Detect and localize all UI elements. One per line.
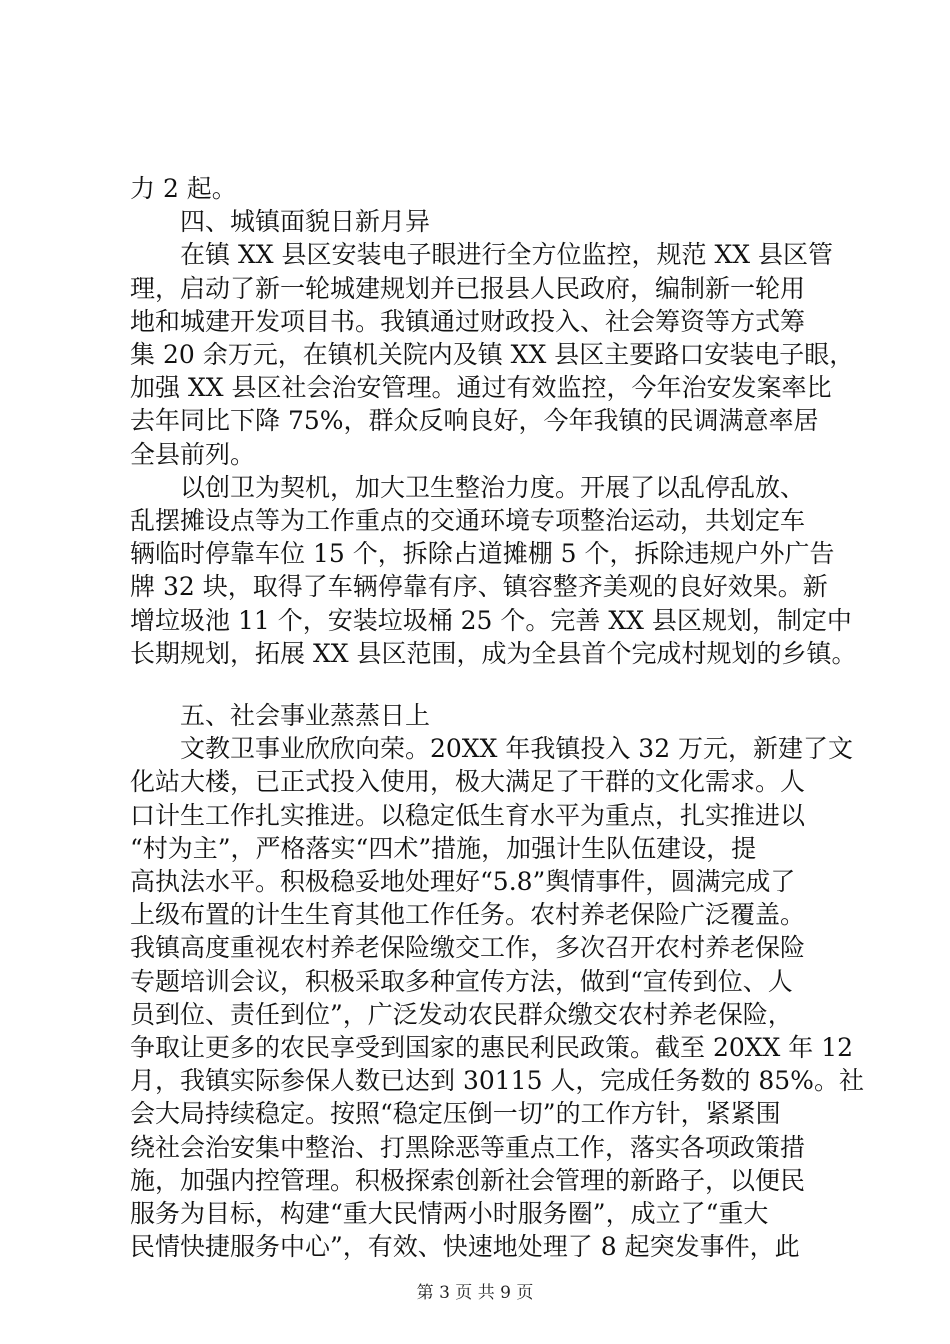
text-line: 长期规划，拓展 XX 县区范围，成为全县首个完成村规划的乡镇。 (130, 638, 857, 668)
text-line: 牌 32 块，取得了车辆停靠有序、镇容整齐美观的良好效果。新 (130, 572, 828, 602)
text-line: 去年同比下降 75%，群众反响良好，今年我镇的民调满意率居 (130, 406, 819, 436)
text-line: 服务为目标，构建“重大民情两小时服务圈”，成立了“重大 (130, 1199, 769, 1229)
text-block-section-five (130, 699, 864, 1263)
text-line: 四、城镇面貌日新月异 (180, 207, 431, 237)
text-line: 会大局持续稳定。按照“稳定压倒一切”的工作方针，紧紧围 (130, 1099, 781, 1129)
text-line: 加强 XX 县区社会治安管理。通过有效监控，今年治安发案率比 (130, 373, 832, 403)
text-line: 争取让更多的农民享受到国家的惠民利民政策。截至 20XX 年 12 (130, 1033, 854, 1063)
text-line: 口计生工作扎实推进。以稳定低生育水平为重点，扎实推进以 (130, 800, 806, 830)
text-line: 化站大楼，已正式投入使用，极大满足了干群的文化需求。人 (130, 767, 806, 797)
text-line: 乱摆摊设点等为工作重点的交通环境专项整治运动，共划定车 (130, 506, 806, 536)
text-line: 地和城建开发项目书。我镇通过财政投入、社会筹资等方式筹 (130, 306, 806, 336)
text-line: 上级布置的计生生育其他工作任务。农村养老保险广泛覆盖。 (130, 900, 806, 930)
text-line: 施，加强内控管理。积极探索创新社会管理的新路子，以便民 (130, 1165, 806, 1195)
paragraph-gap (130, 670, 830, 699)
text-line: 在镇 XX 县区安装电子眼进行全方位监控，规范 XX 县区管 (180, 240, 833, 270)
text-line: 文教卫事业欣欣向荣。20XX 年我镇投入 32 万元，新建了文 (180, 734, 854, 764)
text-line: 五、社会事业蒸蒸日上 (180, 701, 431, 731)
text-line: 高执法水平。积极稳妥地处理好“5.8”舆情事件，圆满完成了 (130, 867, 796, 897)
text-line: 绕社会治安集中整治、打黑除恶等重点工作，落实各项政策措 (130, 1132, 806, 1162)
text-line: 员到位、责任到位”，广泛发动农民群众缴交农村养老保险， (130, 999, 793, 1029)
page-footer: 第 3 页 共 9 页 (416, 1283, 534, 1303)
text-line: 全县前列。 (130, 439, 256, 469)
text-line: 我镇高度重视农村养老保险缴交工作，多次召开农村养老保险 (130, 933, 806, 963)
text-line: 理，启动了新一轮城建规划并已报县人民政府，编制新一轮用 (130, 273, 806, 303)
text-line: 专题培训会议，积极采取多种宣传方法，做到“宣传到位、人 (130, 966, 793, 996)
text-line: “村为主”，严格落实“四术”措施，加强计生队伍建设，提 (130, 833, 757, 863)
text-line: 辆临时停靠车位 15 个，拆除占道摊棚 5 个，拆除违规户外广告 (130, 539, 835, 569)
document-body (130, 172, 864, 1264)
text-line: 集 20 余万元，在镇机关院内及镇 XX 县区主要路口安装电子眼， (130, 340, 855, 370)
text-line: 增垃圾池 11 个，安装垃圾桶 25 个。完善 XX 县区规划，制定中 (130, 605, 852, 635)
text-line: 力 2 起。 (130, 174, 237, 203)
text-line: 民情快捷服务中心”，有效、快速地处理了 8 起突发事件，此 (130, 1232, 800, 1262)
text-line: 月，我镇实际参保人数已达到 30115 人，完成任务数的 85%。社 (130, 1066, 864, 1096)
text-line: 以创卫为契机，加大卫生整治力度。开展了以乱停乱放、 (180, 472, 806, 502)
text-block-section-four (130, 172, 857, 670)
